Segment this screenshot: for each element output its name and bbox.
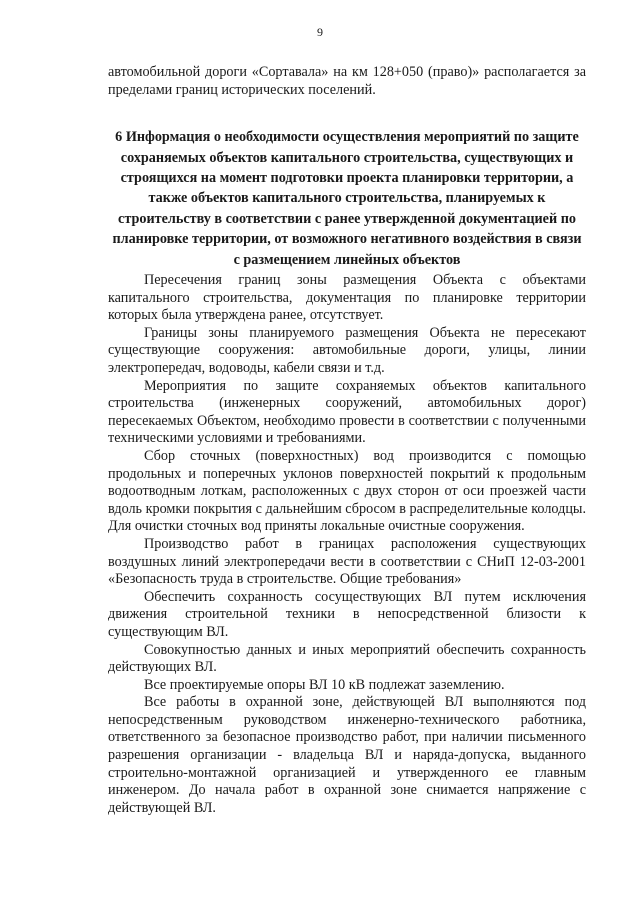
body-paragraph: Совокупностью данных и иных мероприятий обеспечить сохранность действующих ВЛ. xyxy=(108,641,586,676)
intro-paragraph: автомобильной дороги «Сортавала» на км 128+050 (право)» располагается за пределами границ исторических поселений. xyxy=(108,64,586,98)
body-paragraph: Производство работ в границах расположения существующих воздушных линий электропередачи вести в соответствии с СНиП 12-03-2001 «Безопасность труда в строительстве. Общие требования» xyxy=(108,535,586,588)
page-number: 9 xyxy=(317,25,323,39)
section-heading: 6 Информация о необходимости осуществления мероприятий по защите сохраняемых объектов капитального строительства, существующих и строящихся на момент подготовки проекта планировки территории, а также объектов капитального строительства, планируемых к строительству в соответствии с ранее утвержденной документацией по планировке территории, от возможного негативного воздействия в связи с размещением линейных объектов xyxy=(112,129,582,268)
body-paragraph: Все работы в охранной зоне, действующей ВЛ выполняются под непосредственным руководством инженерно-технического работника, ответственного за безопасное производство работ, при наличии письменного разрешения организации - владельца ВЛ и наряда-допуска, выданного строительно-монтажной организацией и утвержденного ее главным инженером. До начала работ в охранной зоне снимается напряжение с действующей ВЛ. xyxy=(108,694,586,816)
body-paragraph: Обеспечить сохранность сосуществующих ВЛ путем исключения движения строительной техники в непосредственной близости к существующим ВЛ. xyxy=(108,588,586,640)
body-paragraph: Пересечения границ зоны размещения Объекта с объектами капитального строительства, документация по планировке территории которых была утверждена ранее, отсутствует. xyxy=(108,272,586,324)
body-paragraph: Все проектируемые опоры ВЛ 10 кВ подлежат заземлению. xyxy=(144,676,505,693)
page-content xyxy=(108,64,586,817)
body-paragraph: Сбор сточных (поверхностных) вод производится с помощью продольных и поперечных уклонов поверхностей покрытий к продольным водоотводным лоткам, расположенных с двух сторон от оси проезжей части вдоль кромки покрытия с дальнейшим сбросом в распределительные колодцы. Для очистки сточных вод приняты локальные очистные сооружения. xyxy=(108,447,586,535)
body-paragraph: Границы зоны планируемого размещения Объекта не пересекают существующие сооружения: автомобильные дороги, улицы, линии электропередач, водоводы, кабели связи и т.д. xyxy=(108,324,586,376)
body-paragraph: Мероприятия по защите сохраняемых объектов капитального строительства (инженерных сооружений, автомобильных дорог) пересекаемых Объектом, необходимо провести в соответствии с полученными техническими условиями и требованиями. xyxy=(108,377,586,447)
